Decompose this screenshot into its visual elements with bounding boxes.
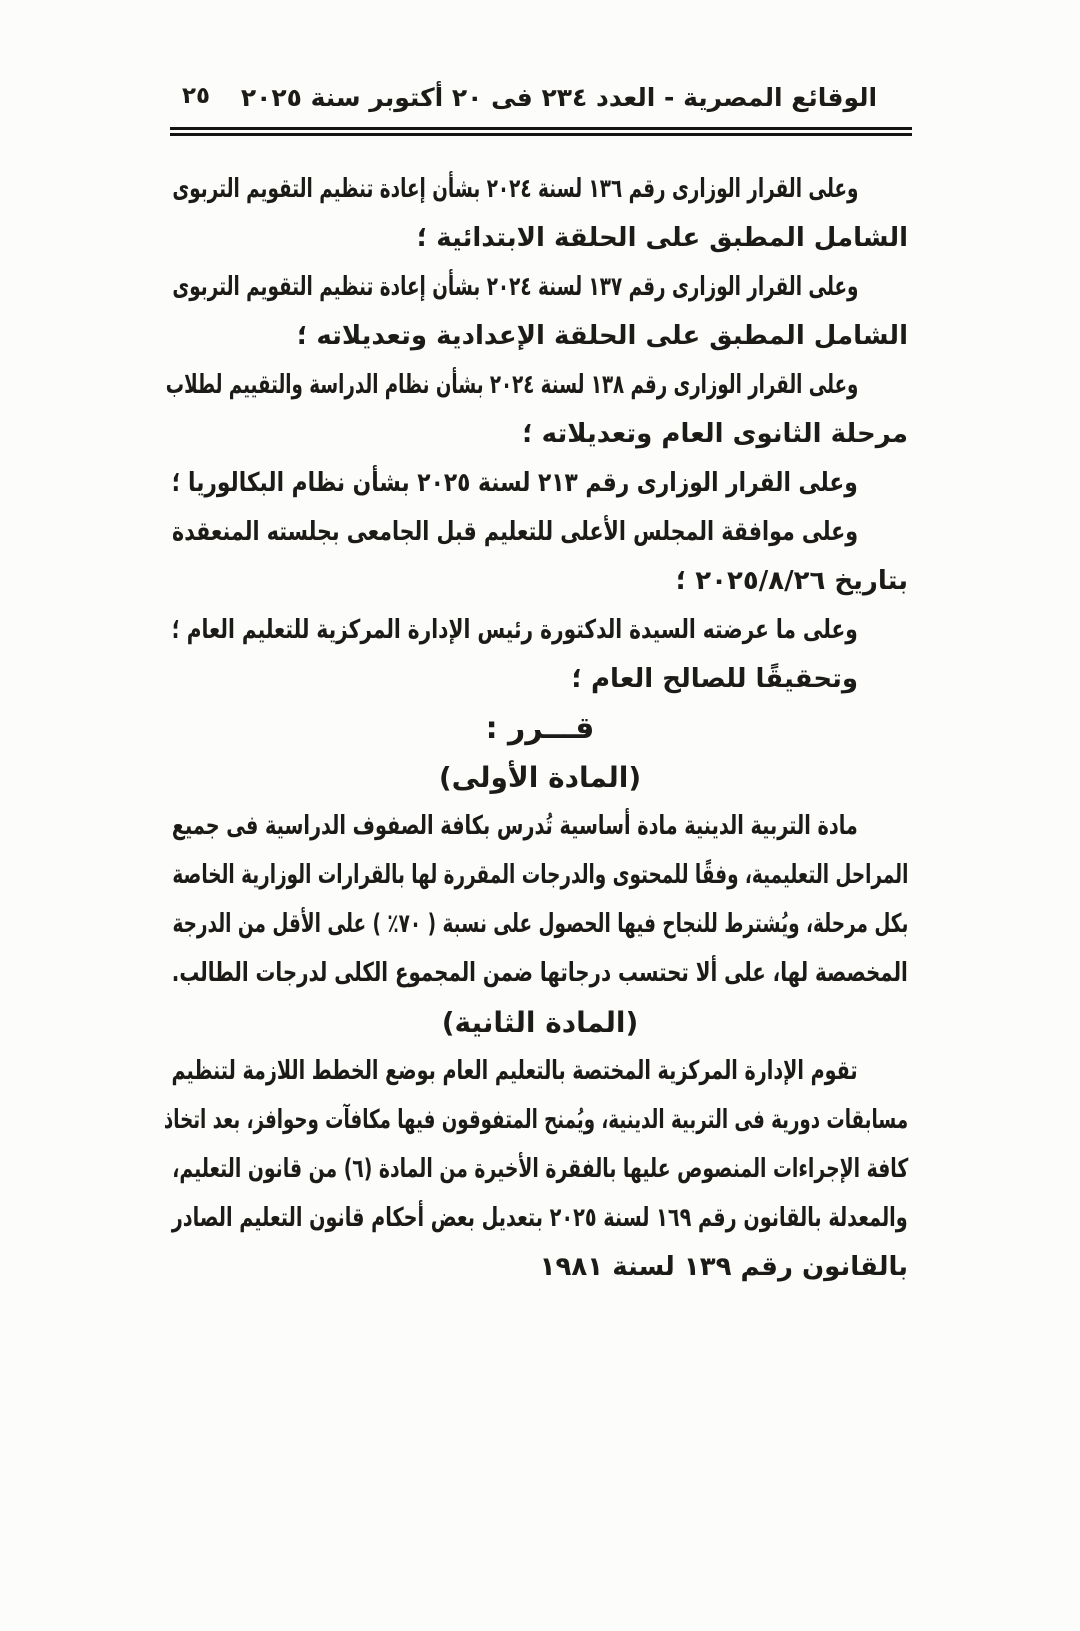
preamble-paragraph [172, 508, 908, 606]
page-number: ٢٥ [182, 83, 211, 109]
line-text: الشامل المطبق على الحلقة الإعدادية وتعديلاته ؛ [296, 321, 908, 351]
article-line [172, 949, 908, 998]
line-text: وتحقيقًا للصالح العام ؛ [571, 664, 858, 694]
article-line [172, 1145, 908, 1194]
article-2-body [163, 1047, 908, 1292]
article-line [172, 1243, 908, 1292]
text-line [172, 508, 908, 557]
article-line [172, 1047, 908, 1096]
text-line [172, 214, 908, 263]
text-line [172, 165, 908, 214]
preamble-paragraph [165, 361, 908, 459]
preamble-paragraph [172, 263, 908, 361]
line-text: بتاريخ ٢٠٢٥/٨/٢٦ ؛ [675, 566, 908, 596]
preamble-paragraph [172, 606, 908, 655]
line-text: مرحلة الثانوى العام وتعديلاته ؛ [522, 419, 908, 449]
preamble-paragraph [172, 165, 908, 263]
article-line [172, 900, 908, 949]
text-line [165, 361, 908, 410]
decision-word: قـــرر : [485, 711, 595, 746]
line-text: مسابقات دورية فى التربية الدينية، ويُمنح المتفوقون فيها مكافآت وحوافز، بعد اتخاذ [163, 1105, 908, 1135]
line-text: والمعدلة بالقانون رقم ١٦٩ لسنة ٢٠٢٥ بتعديل بعض أحكام قانون التعليم الصادر [172, 1203, 908, 1233]
line-text: وعلى القرار الوزارى رقم ١٣٨ لسنة ٢٠٢٤ بشأن نظام الدراسة والتقييم لطلاب [165, 370, 858, 400]
line-text: بالقانون رقم ١٣٩ لسنة ١٩٨١ [539, 1252, 908, 1282]
article-line [172, 851, 908, 900]
text-line [172, 606, 908, 655]
page-header [172, 80, 908, 120]
line-text: مادة التربية الدينية مادة أساسية تُدرس بكافة الصفوف الدراسية فى جميع [172, 811, 858, 841]
line-text: وعلى القرار الوزارى رقم ١٣٦ لسنة ٢٠٢٤ بشأن إعادة تنظيم التقويم التربوى [172, 174, 858, 204]
line-text: وعلى موافقة المجلس الأعلى للتعليم قبل الجامعى بجلسته المنعقدة [172, 517, 858, 547]
article-line [172, 1194, 908, 1243]
article-line [172, 802, 908, 851]
text-line [172, 312, 908, 361]
text-line [172, 459, 908, 508]
article-1-body [172, 802, 908, 998]
article-2-heading: (المادة الثانية) [441, 1006, 639, 1039]
preamble-paragraph [172, 459, 908, 508]
text-line [172, 263, 908, 312]
line-text: الشامل المطبق على الحلقة الابتدائية ؛ [416, 223, 908, 253]
line-text: بكل مرحلة، ويُشترط للنجاح فيها الحصول على نسبة ( ٧٠٪ ) على الأقل من الدرجة [172, 909, 908, 939]
line-text: وعلى القرار الوزارى رقم ١٣٧ لسنة ٢٠٢٤ بشأن إعادة تنظيم التقويم التربوى [172, 272, 858, 302]
line-text: وعلى القرار الوزارى رقم ٢١٣ لسنة ٢٠٢٥ بشأن نظام البكالوريا ؛ [172, 468, 858, 498]
gazette-title: الوقائع المصرية - العدد ٢٣٤ فى ٢٠ أكتوبر سنة ٢٠٢٥ [240, 83, 878, 112]
preamble-paragraph [172, 655, 908, 704]
line-text: كافة الإجراءات المنصوص عليها بالفقرة الأخيرة من المادة (٦) من قانون التعليم، [172, 1154, 908, 1184]
document-body [163, 165, 908, 1292]
article-line [163, 1096, 908, 1145]
line-text: تقوم الإدارة المركزية المختصة بالتعليم العام بوضع الخطط اللازمة لتنظيم [172, 1056, 858, 1086]
line-text: المراحل التعليمية، وفقًا للمحتوى والدرجات المقررة لها بالقرارات الوزارية الخاصة [172, 860, 908, 890]
article-1-heading: (المادة الأولى) [438, 761, 642, 794]
text-line [172, 557, 908, 606]
text-line [172, 655, 908, 704]
header-rule [170, 127, 912, 136]
line-text: وعلى ما عرضته السيدة الدكتورة رئيس الإدارة المركزية للتعليم العام ؛ [172, 615, 858, 645]
line-text: المخصصة لها، على ألا تحتسب درجاتها ضمن المجموع الكلى لدرجات الطالب. [172, 958, 908, 988]
text-line [172, 410, 908, 459]
